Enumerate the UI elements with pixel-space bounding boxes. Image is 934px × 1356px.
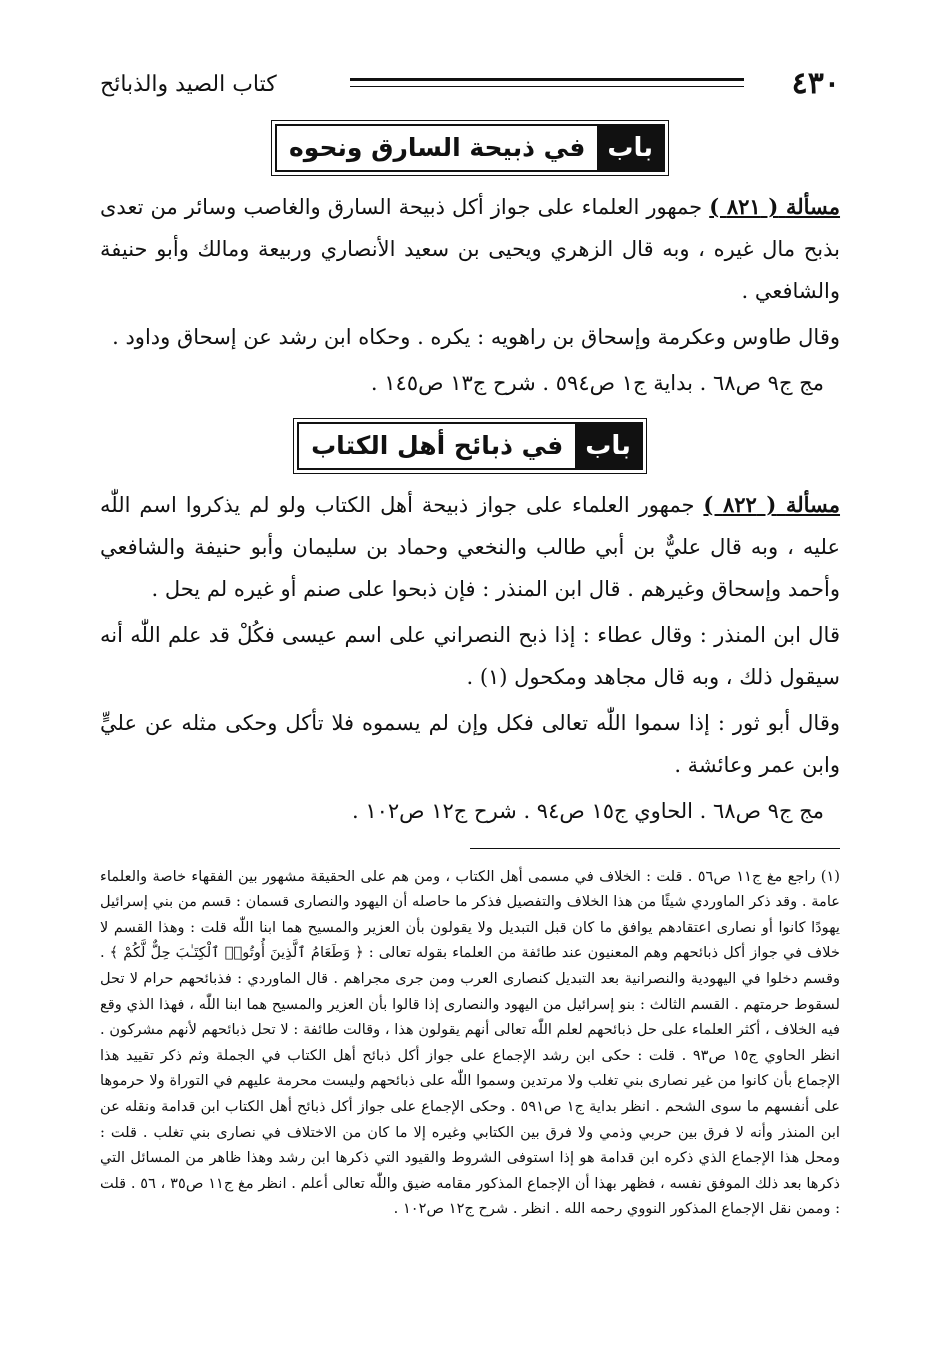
masala-word: مسألة	[785, 492, 841, 517]
bab-label: باب	[597, 126, 663, 170]
chapter-heading-box	[275, 124, 665, 172]
chapter-title: في ذبائح أهل الكتاب	[311, 431, 564, 460]
footnote-rule	[470, 848, 840, 849]
paragraph: وقال طاوس وعكرمة وإسحاق بن راهويه : يكره . وحكاه ابن رشد عن إسحاق وداود .	[112, 325, 840, 349]
page-number: ٤٣٠	[791, 66, 840, 101]
masala-word: مسألة	[785, 194, 841, 219]
page-header	[100, 66, 840, 106]
references-line: مج ج٩ ص٦٨ . الحاوي ج١٥ ص٩٤ . شرح ج١٢ ص١٠٢ .	[351, 799, 824, 823]
chapter-heading-box	[297, 422, 643, 470]
paragraph: قال ابن المنذر : وقال عطاء : إذا ذبح النصراني على اسم عيسى فكُلْ قد علم اللّٰه أنه سيقول ذلك ، وبه قال مجاهد ومكحول (١) .	[100, 623, 840, 689]
paragraph-text: جمهور العلماء على جواز أكل ذبيحة السارق والغاصب وسائر من تعدى بذبح مال غيره ، وبه قال الزهري ويحيى بن سعيد الأنصاري وربيعة ومالك وأبو حنيفة والشافعي .	[100, 195, 840, 303]
masala-number: ( ٨٢١ )	[709, 194, 779, 219]
paragraph-text: جمهور العلماء على جواز ذبيحة أهل الكتاب ولو لم يذكروا اسم اللّٰه عليه ، وبه قال عليٌّ بن أبي طالب والنخعي وحماد بن سليمان وأبو حنيفة والشافعي وأحمد وإسحاق وغيرهم . قال ابن المنذر : فإن ذبحوا على صنم أو غيره لم يحل .	[100, 493, 840, 601]
masala-number: ( ٨٢٢ )	[703, 492, 777, 517]
footnote-text: (١) راجع مغ ج١١ ص٥٦ . قلت : الخلاف في مسمى أهل الكتاب ، ومن هم على الحقيقة مشهور بين الفقهاء خاصة والعلماء عامة . وقد ذكر الماوردي شيئًا من هذا الخلاف والتفصيل فذكر ما حاصله أن اليهود والنصارى قسمان : قسم من بني إسرائيل يهودًا كانوا أو نصارى اعتقادهم يوافق ما كان قبل التبديل ولا يقولون بأن العزير والمسيح هما ابنا اللّٰه قلت : وهذا القسم لا خلاف في جواز أكل ذبائحهم وهم المعنيون عند طائفة من العلماء بقوله تعالى : ﴿ وَطَعَامُ ٱلَّذِينَ أُوتُوا۟ ٱلْكِتَـٰبَ حِلٌّ لَّكُمْ ﴾ . وقسم دخلوا في اليهودية والنصرانية بعد التبديل كنصارى العرب ومن جرى مجراهم . قال الماوردي : فذبائحهم حرام لا تحل لسقوط حرمتهم . القسم الثالث : بنو إسرائيل من اليهود والنصارى إذا قالوا بأن العزير والمسيح هما ابنا اللّٰه ، فهذا الذي وقع فيه الخلاف ، أكثر العلماء على حل ذبائحهم لعلم اللّٰه تعالى أنهم يقولون هذا ، وقالت طائفة : لا تحل ذبائحهم لأنهم مشركون . انظر الحاوي ج١٥ ص٩٣ . قلت : حكى ابن رشد الإجماع على جواز أكل ذبائح أهل الكتاب في الجملة وثم ذكر تقييد هذا الإجماع بأن كانوا من غير نصارى بني تغلب ولا مرتدين وسموا اللّٰه على ذبائحهم وليست محرمة عليهم في التوراة ولا حرموها على أنفسهم ما سوى الشحم . انظر بداية ج١ ص٥٩١ . وحكى الإجماع على جواز أكل ذبائح أهل الكتاب ابن قدامة ونقله عن ابن المنذر وأنه لا فرق بين حربي وذمي ولا فرق بين الكتابي وغيره إلا ما كان من الاختلاف في نصارى بني تغلب . قلت : ومحل هذا الإجماع الذي ذكره ابن قدامة هو إذا استوفى الشروط والقيود التي ذكرها ابن رشد وهذا ظاهر من المسائل التي ذكرها بعد ذلك الموفق نفسه ، فظهر بهذا أن الإجماع المذكور مقامه ضيق واللّٰه تعالى أعلم . انظر مغ ج١١ ص٣٥ ، ٥٦ . قلت : وممن نقل الإجماع المذكور النووي رحمه الله . انظر . شرح ج١٢ ص١٠٢ .	[100, 867, 840, 1218]
running-title: كتاب الصيد والذبائح	[100, 72, 277, 97]
masala-label	[703, 492, 840, 517]
masala-label	[709, 194, 840, 219]
masala-paragraph	[100, 484, 840, 610]
header-rule	[350, 78, 744, 87]
footnotes	[100, 822, 840, 1237]
masala-paragraph	[100, 186, 840, 312]
references-line: مج ج٩ ص٦٨ . بداية ج١ ص٥٩٤ . شرح ج١٣ ص١٤٥ .	[370, 371, 824, 395]
page-body	[100, 66, 840, 838]
bab-label: باب	[575, 424, 641, 468]
chapter-title: في ذبيحة السارق ونحوه	[289, 133, 586, 162]
paragraph: وقال أبو ثور : إذا سموا اللّٰه تعالى فكل وإن لم يسموه فلا تأكل وحكى مثله عن عليٍّ وابن عمر وعائشة .	[100, 711, 840, 777]
chapter-heading-1	[100, 124, 840, 172]
chapter-heading-2	[100, 422, 840, 470]
